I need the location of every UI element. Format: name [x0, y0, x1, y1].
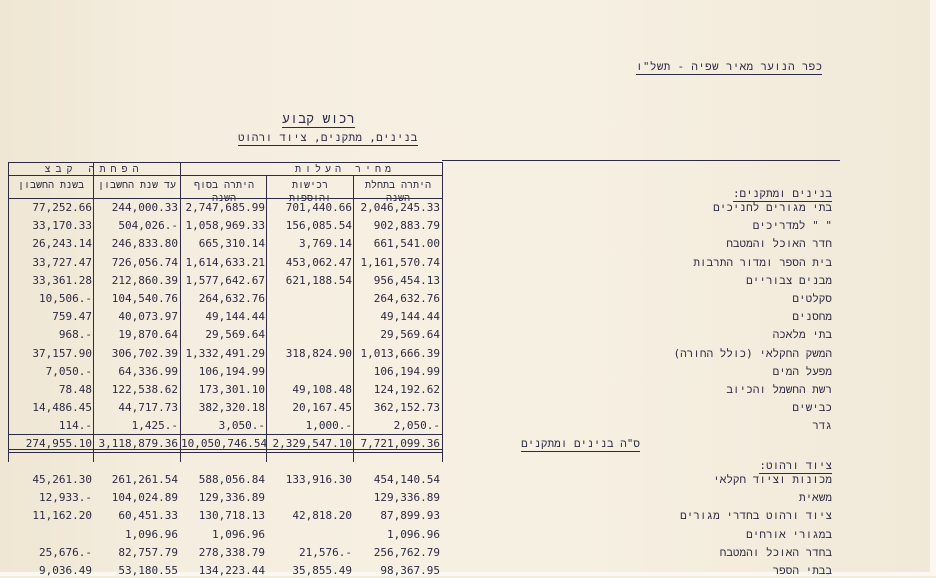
cell-balance-end: 129,336.89	[198, 491, 265, 505]
cell-accumulated: 261,261.54	[111, 473, 178, 486]
row-label: משאית	[798, 491, 832, 505]
row-label: בתי מלאכה	[772, 328, 832, 342]
cell-balance-start: 87,899.93	[380, 509, 440, 523]
cell-additions: 156,085.54	[285, 219, 352, 233]
scan-edge	[930, 0, 936, 576]
cell-balance-start: 1,161,570.74	[360, 255, 440, 269]
cell-accumulated: 19,870.64	[118, 328, 178, 342]
cell-accumulated: 246,833.80	[111, 237, 178, 251]
col-head-balance-end: היתרה בסוף השנה	[193, 180, 255, 204]
total-current-year: 274,955.10	[25, 437, 92, 450]
col-head-balance-start: היתרה בתחלת השנה	[364, 180, 432, 204]
cell-balance-start: 661,541.00	[373, 237, 440, 251]
cell-current-year: 9,036.49	[39, 564, 92, 577]
row-label: בחדר האוכל והמטבח	[719, 545, 832, 559]
cell-balance-end: 382,320.18	[198, 401, 265, 415]
row-label: מחסנים	[792, 310, 832, 324]
cell-accumulated: 64,336.99	[118, 364, 178, 378]
col-head-accumulated: עד שנת החשבון	[97, 180, 177, 191]
cell-accumulated: 244,000.33	[111, 201, 178, 214]
col-head-current-year: בשנת החשבון	[17, 180, 85, 191]
cell-accumulated: 82,757.79	[118, 545, 178, 559]
group-heading-cost: מחיר העלות	[294, 164, 396, 175]
cell-current-year: 33,170.33	[32, 219, 92, 233]
cell-accumulated: 44,717.73	[118, 401, 178, 415]
row-label: כבישים	[792, 401, 832, 415]
row-label: מבנים צבוריים	[746, 273, 832, 287]
cell-current-year: 12,933.-	[39, 491, 92, 505]
cell-accumulated: 306,702.39	[111, 346, 178, 360]
cell-current-year: 25,676.-	[39, 545, 92, 559]
cell-accumulated: 122,538.62	[111, 383, 178, 396]
cell-balance-end: 1,577,642.67	[185, 273, 265, 287]
cell-balance-end: 264,632.76	[198, 292, 265, 305]
cell-balance-end: 3,050.-	[218, 419, 265, 433]
total-additions: 2,329,547.10	[272, 437, 352, 450]
cell-balance-end: 665,310.14	[198, 237, 265, 251]
cell-current-year: 45,261.30	[32, 473, 92, 486]
cell-additions: 701,440.66	[285, 201, 352, 214]
table-top-rule-right	[442, 160, 840, 161]
school-title: כפר הנוער מאיר שפיה - תשל"ו	[636, 60, 823, 73]
cell-accumulated: 60,451.33	[118, 509, 178, 523]
cell-balance-start: 1,096.96	[387, 527, 440, 541]
cell-accumulated: 40,073.97	[118, 310, 178, 324]
row-label: במגורי אורחים	[746, 527, 832, 541]
total-label: ס"ה בנינים ומתקנים	[521, 437, 640, 450]
cell-current-year: 37,157.90	[32, 346, 92, 360]
cell-additions: 42,818.20	[292, 509, 352, 523]
cell-balance-start: 2,050.-	[393, 419, 440, 433]
cell-current-year: 33,361.28	[32, 273, 92, 287]
schedule-title: רכוש קבוע	[282, 112, 355, 127]
cell-current-year: 759.47	[52, 310, 92, 324]
cell-balance-end: 49,144.44	[205, 310, 265, 324]
cell-accumulated: 212,860.39	[111, 273, 178, 287]
cell-current-year: 78.48	[58, 383, 92, 396]
total-top-rule	[8, 434, 442, 435]
row-label: בבתי הספר	[772, 564, 832, 577]
cell-balance-start: 124,192.62	[373, 383, 440, 396]
cell-balance-end: 29,569.64	[205, 328, 265, 342]
cell-balance-start: 902,883.79	[373, 219, 440, 233]
cell-balance-start: 49,144.44	[380, 310, 440, 324]
cell-balance-start: 98,367.95	[380, 564, 440, 577]
row-label: " " למדריכים	[752, 219, 832, 233]
row-label: בית הספר ומדור התרבות	[693, 255, 832, 269]
cell-accumulated: 53,180.55	[118, 564, 178, 577]
cell-balance-end: 130,718.13	[198, 509, 265, 523]
cell-additions: 133,916.30	[285, 473, 352, 486]
cell-balance-start: 454,140.54	[373, 473, 440, 486]
cell-balance-end: 278,338.79	[198, 545, 265, 559]
section-heading-equipment: ציוד ורהוט:	[759, 459, 832, 472]
cell-balance-end: 1,332,491.29	[185, 346, 265, 360]
cell-current-year: 11,162.20	[32, 509, 92, 523]
cell-balance-start: 2,046,245.33	[360, 201, 440, 214]
cell-balance-end: 1,058,969.33	[185, 219, 265, 233]
cell-accumulated: 104,540.76	[111, 292, 178, 305]
cell-balance-end: 173,301.10	[198, 383, 265, 396]
row-label: בתי מגורים לחניכים	[713, 201, 832, 214]
cell-accumulated: 1,096.96	[125, 527, 178, 541]
cell-balance-start: 29,569.64	[380, 328, 440, 342]
cell-balance-start: 106,194.99	[373, 364, 440, 378]
cell-balance-start: 1,013,666.39	[360, 346, 440, 360]
cell-current-year: 114.-	[58, 419, 92, 433]
cell-accumulated: 726,056.74	[111, 255, 178, 269]
cell-balance-start: 129,336.89	[373, 491, 440, 505]
cell-current-year: 10,506.-	[39, 292, 92, 305]
cell-balance-end: 1,614,633.21	[185, 255, 265, 269]
col-divider-3	[266, 176, 267, 462]
total-bottom-rule-2	[8, 452, 442, 453]
cell-additions: 20,167.45	[292, 401, 352, 415]
row-label: המשק החקלאי (כולל החורה)	[673, 346, 832, 360]
row-label: ציוד ורהוט בחדרי מגורים	[680, 509, 832, 523]
cell-balance-end: 588,056.84	[198, 473, 265, 486]
group-heading-depreciation: הפחתה קבצ	[44, 164, 144, 175]
cell-current-year: 26,243.14	[32, 237, 92, 251]
cell-accumulated: 104,024.89	[111, 491, 178, 505]
cell-additions: 21,576.-	[299, 545, 352, 559]
col-divider-4	[353, 176, 354, 462]
row-label: חדר האוכל והמטבח	[726, 237, 832, 251]
cell-balance-start: 256,762.79	[373, 545, 440, 559]
row-label: סקלטים	[792, 292, 832, 305]
cell-current-year: 7,050.-	[45, 364, 92, 378]
cell-additions: 3,769.14	[299, 237, 352, 251]
total-balance-start: 7,721,099.36	[360, 437, 440, 450]
cell-balance-end: 1,096.96	[212, 527, 265, 541]
cell-balance-end: 106,194.99	[198, 364, 265, 378]
cell-current-year: 77,252.66	[32, 201, 92, 214]
row-label: רשת החשמל והכיוב	[726, 383, 832, 396]
cell-balance-end: 134,223.44	[198, 564, 265, 577]
cell-additions: 453,062.47	[285, 255, 352, 269]
cell-current-year: 14,486.45	[32, 401, 92, 415]
section-heading-buildings: בנינים ומתקנים:	[732, 187, 832, 200]
cell-accumulated: 1,425.-	[131, 419, 178, 433]
cell-balance-start: 362,152.73	[373, 401, 440, 415]
cell-additions: 35,855.49	[292, 564, 352, 577]
cell-additions: 318,824.90	[285, 346, 352, 360]
total-accumulated: 3,118,879.36	[98, 437, 178, 450]
cell-accumulated: 504,026.-	[118, 219, 178, 233]
row-label: גדר	[812, 419, 832, 433]
cell-additions: 1,000.-	[305, 419, 352, 433]
cell-balance-end: 2,747,685.99	[185, 201, 265, 214]
document-subtitle: בנינים, מתקנים, ציוד ורהוט	[238, 131, 418, 144]
row-label: מכונות וציוד חקלאי	[713, 473, 832, 486]
cell-current-year: 33,727.47	[32, 255, 92, 269]
row-label: מפעל המים	[772, 364, 832, 378]
cell-additions: 621,188.54	[285, 273, 352, 287]
cell-current-year: 968.-	[58, 328, 92, 342]
cell-balance-start: 264,632.76	[373, 292, 440, 305]
col-divider-5	[442, 162, 443, 462]
total-balance-end: 10,050,746.54	[181, 437, 268, 450]
cell-balance-start: 956,454.13	[373, 273, 440, 287]
cell-additions: 49,108.48	[292, 383, 352, 396]
col-head-additions: רכישות והוספות	[288, 180, 331, 204]
